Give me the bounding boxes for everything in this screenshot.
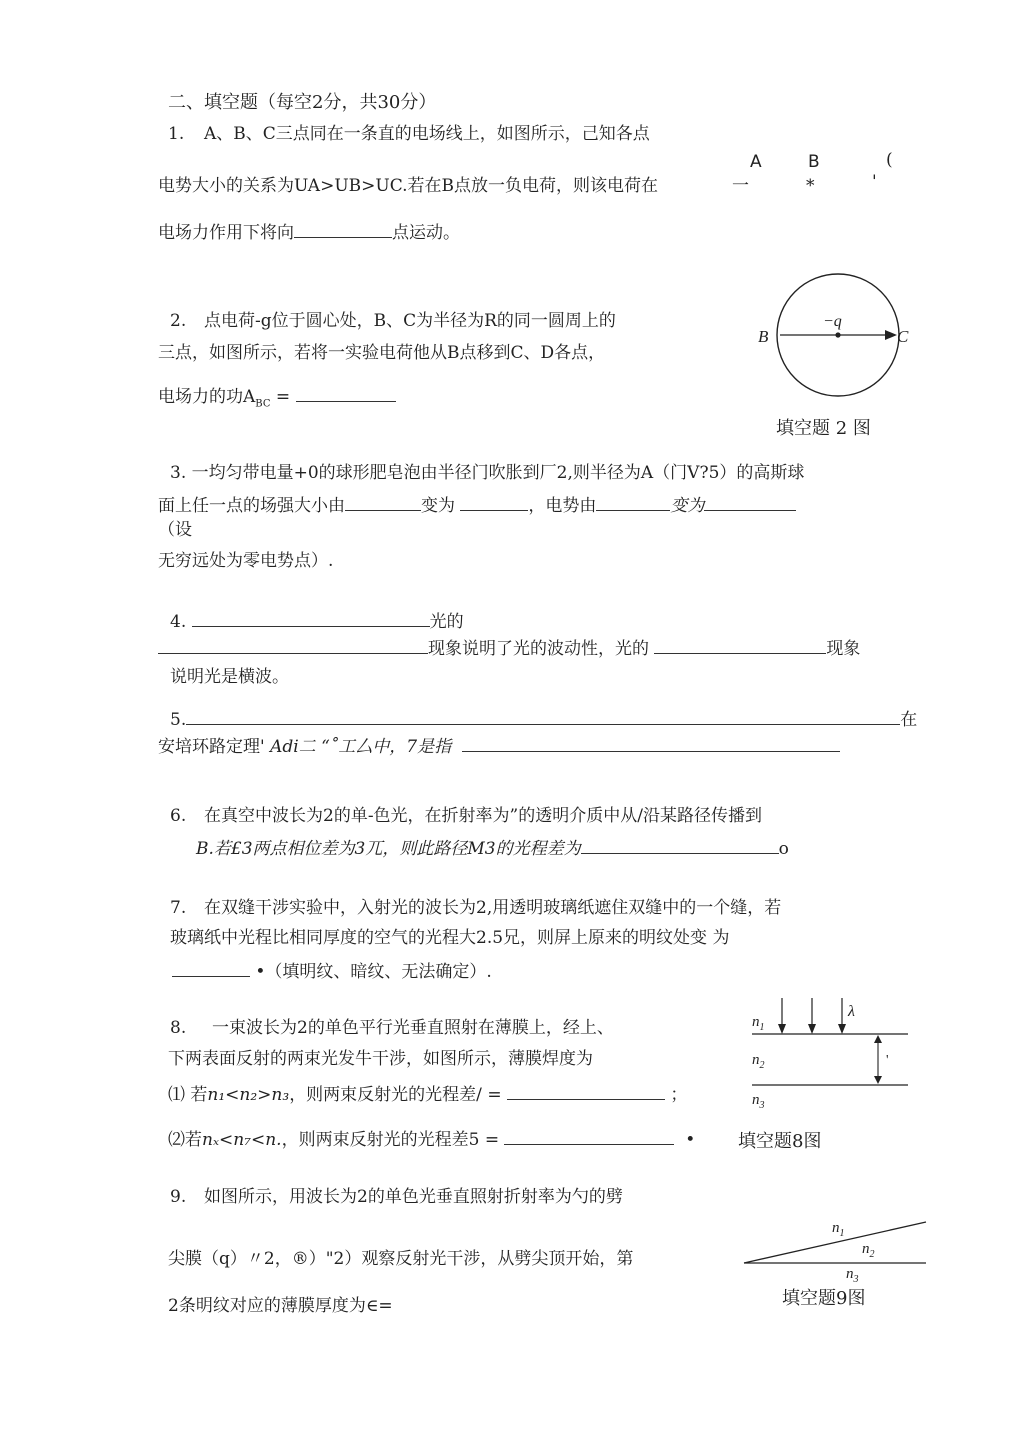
q8-number: 8. [170,1018,187,1038]
q8-line3-text-a: ⑴ 若 [168,1085,208,1105]
q8-line4 [168,1127,695,1150]
q8-line4-text-b: ，则两束反射光的光程差5 = [281,1130,500,1150]
q8-line4-text-a: ⑵若 [168,1130,202,1150]
q1-answer-blank[interactable] [294,220,392,238]
q3-answer-blank-4[interactable] [704,493,796,511]
q9-line2: 尖膜（q）〃2，®）"2）观察反射光干涉，从劈尖顶开始，第 [168,1249,634,1269]
q3-line1: 3. 一均匀带电量+0的球形肥皂泡由半径门吹胀到厂2,则半径为A（门V?5）的高斯球 [170,463,805,483]
q3-line2-text-a: 面上任一点的场强大小由 [158,496,345,516]
q8-thickness-arrow-down [874,1076,882,1084]
q3-line3: （设 [158,520,192,540]
q7-line1: 在双缝干涉实验中，入射光的波长为2,用透明玻璃纸遮住双缝中的一个缝，若 [204,898,782,918]
q4-line2-text-c: 现象 [826,639,861,659]
q8-line3-text-c: ； [670,1085,688,1105]
q7-line3 [172,959,492,982]
q8-line3-condition: n₁<n₂>n₃ [207,1085,290,1105]
q6-answer-blank[interactable] [581,836,779,854]
q6-number: 6. [170,806,187,826]
q4-answer-blank-1[interactable] [192,609,430,627]
q8-line4-condition: nₓ<n₇<n. [202,1130,282,1150]
q9-figure [740,1212,930,1285]
q8-line4-text-c: • [685,1130,696,1150]
q1-fig-label-b: B [808,152,820,172]
section-title: 二、填空题（每空2分，共30分） [168,92,437,113]
q5-line2-text-a: 安培环路定理 [158,737,260,757]
q7-line2: 玻璃纸中光程比相同厚度的空气的光程大2.5兄，则屏上原来的明纹处变 为 [170,928,730,948]
q2-line3 [158,384,396,410]
q3-line4: 无穷远处为零电势点）. [158,551,334,571]
q1-line3-text-a: 电场力作用下将向 [158,223,294,243]
q2-figure [745,272,935,404]
q4-line2-text-b: 现象说明了光的波动性，光的 [428,639,649,659]
q3-answer-blank-2[interactable] [460,493,528,511]
q9-line1: 如图所示，用波长为2的单色光垂直照射折射率为勺的劈 [204,1187,623,1207]
q3-line2-text-b: 变为 [421,496,455,516]
q4-answer-blank-3[interactable] [654,636,826,654]
q8-line3-text-b: ，则两束反射光的光程差/ = [289,1085,502,1105]
q8-light-arrow-2 [808,1024,816,1034]
q2-line3-equals: = [270,387,296,407]
q5-line1 [170,707,917,730]
q2-label-q: −q [823,313,842,330]
q1-line1: A、B、C三点同在一条直的电场线上，如图所示，己知各点 [204,124,650,144]
q3-line2-text-c: ，电势由 [528,496,597,516]
q2-answer-blank[interactable] [296,384,396,402]
q6-line2 [196,836,789,859]
q4-line3: 说明光是横波。 [170,667,289,687]
q9-label-n3: $n_3$ [846,1266,859,1285]
q5-number: 5. [170,710,187,730]
q3-line2 [158,493,796,516]
q3-line2-text-d: 变为 [670,496,705,516]
q1-fig-star: * [806,176,815,196]
q4-answer-blank-2[interactable] [158,636,428,654]
q9-number: 9. [170,1187,187,1207]
q8-label-lambda: λ [848,1003,855,1020]
q7-number: 7. [170,898,187,918]
q8-label-e: ' [886,1053,889,1068]
q5-line2-text-b: ' Adi二 “˚工厶中，7是指 [260,737,452,757]
q4-number: 4. [170,612,187,632]
q8-caption: 填空题8图 [738,1131,822,1152]
q1-fig-label-a: A [750,152,762,172]
q7-answer-blank[interactable] [172,959,250,977]
q5-line1-tail: 在 [900,710,918,730]
q2-number: 2. [170,311,187,331]
q6-line1: 在真空中波长为2的单-色光，在折射率为”的透明介质中从/沿某路径传播到 [204,806,762,826]
q8-thickness-arrow-up [874,1035,882,1043]
q1-fig-dash: 一 [732,176,749,196]
q1-line3 [158,220,460,243]
q9-line3: 2条明纹对应的薄膜厚度为∈= [168,1296,393,1316]
q1-fig-paren: ( [886,150,893,170]
q5-answer-blank-1[interactable] [186,707,900,725]
q8-label-n2: $n_2$ [752,1052,765,1071]
q5-line2 [158,734,840,757]
q1-number: 1. [168,124,185,144]
q8-light-arrow-1 [778,1024,786,1034]
q8-figure [740,994,910,1111]
q2-line3-text: 电场力的功A [158,387,256,407]
q1-line2: 电势大小的关系为UA>UB>UC.若在B点放一负电荷，则该电荷在 [158,176,659,196]
q4-line1 [170,609,464,632]
q2-label-c: C [897,327,909,346]
q7-line3-text: •（填明纹、暗纹、无法确定）. [255,962,492,982]
q1-line3-text-b: 点运动。 [392,223,460,243]
q6-line2-text-b: o [778,839,789,859]
q2-line1: 点电荷-g位于圆心处，B、C为半径为R的同一圆周上的 [204,311,616,331]
q2-caption: 填空题 2 图 [776,418,871,439]
q8-line2: 下两表面反射的两束光发牛干涉，如图所示，薄膜焊度为 [168,1049,593,1069]
q4-line2 [158,636,860,659]
q1-fig-tick: ' [872,172,877,192]
q2-line3-subscript: BC [255,398,271,410]
q9-label-n2: $n_2$ [862,1241,875,1260]
q3-answer-blank-3[interactable] [596,493,670,511]
q8-label-n1: $n_1$ [752,1014,765,1033]
q8-line1: 一束波长为2的单色平行光垂直照射在薄膜上，经上、 [212,1018,614,1038]
q3-answer-blank-1[interactable] [345,493,421,511]
q4-line1-text: 光的 [429,612,464,632]
q9-label-n1: $n_1$ [832,1220,845,1239]
q8-answer-blank-2[interactable] [504,1127,674,1145]
q9-caption: 填空题9图 [782,1288,866,1309]
q2-line2: 三点，如图所示，若将一实验电荷他从B点移到C、D各点， [158,343,606,363]
q6-line2-text-a: B.若£3两点相位差为3兀，则此路径M3的光程差为 [196,839,581,859]
q8-label-n3: $n_3$ [752,1092,765,1111]
q8-line3 [168,1082,687,1105]
q8-light-arrow-3 [838,1024,846,1034]
q2-center-dot [835,332,840,337]
q2-label-b: B [758,327,769,346]
q2-arrowhead [885,330,897,340]
q5-answer-blank-2[interactable] [462,734,840,752]
q8-answer-blank-1[interactable] [507,1082,665,1100]
